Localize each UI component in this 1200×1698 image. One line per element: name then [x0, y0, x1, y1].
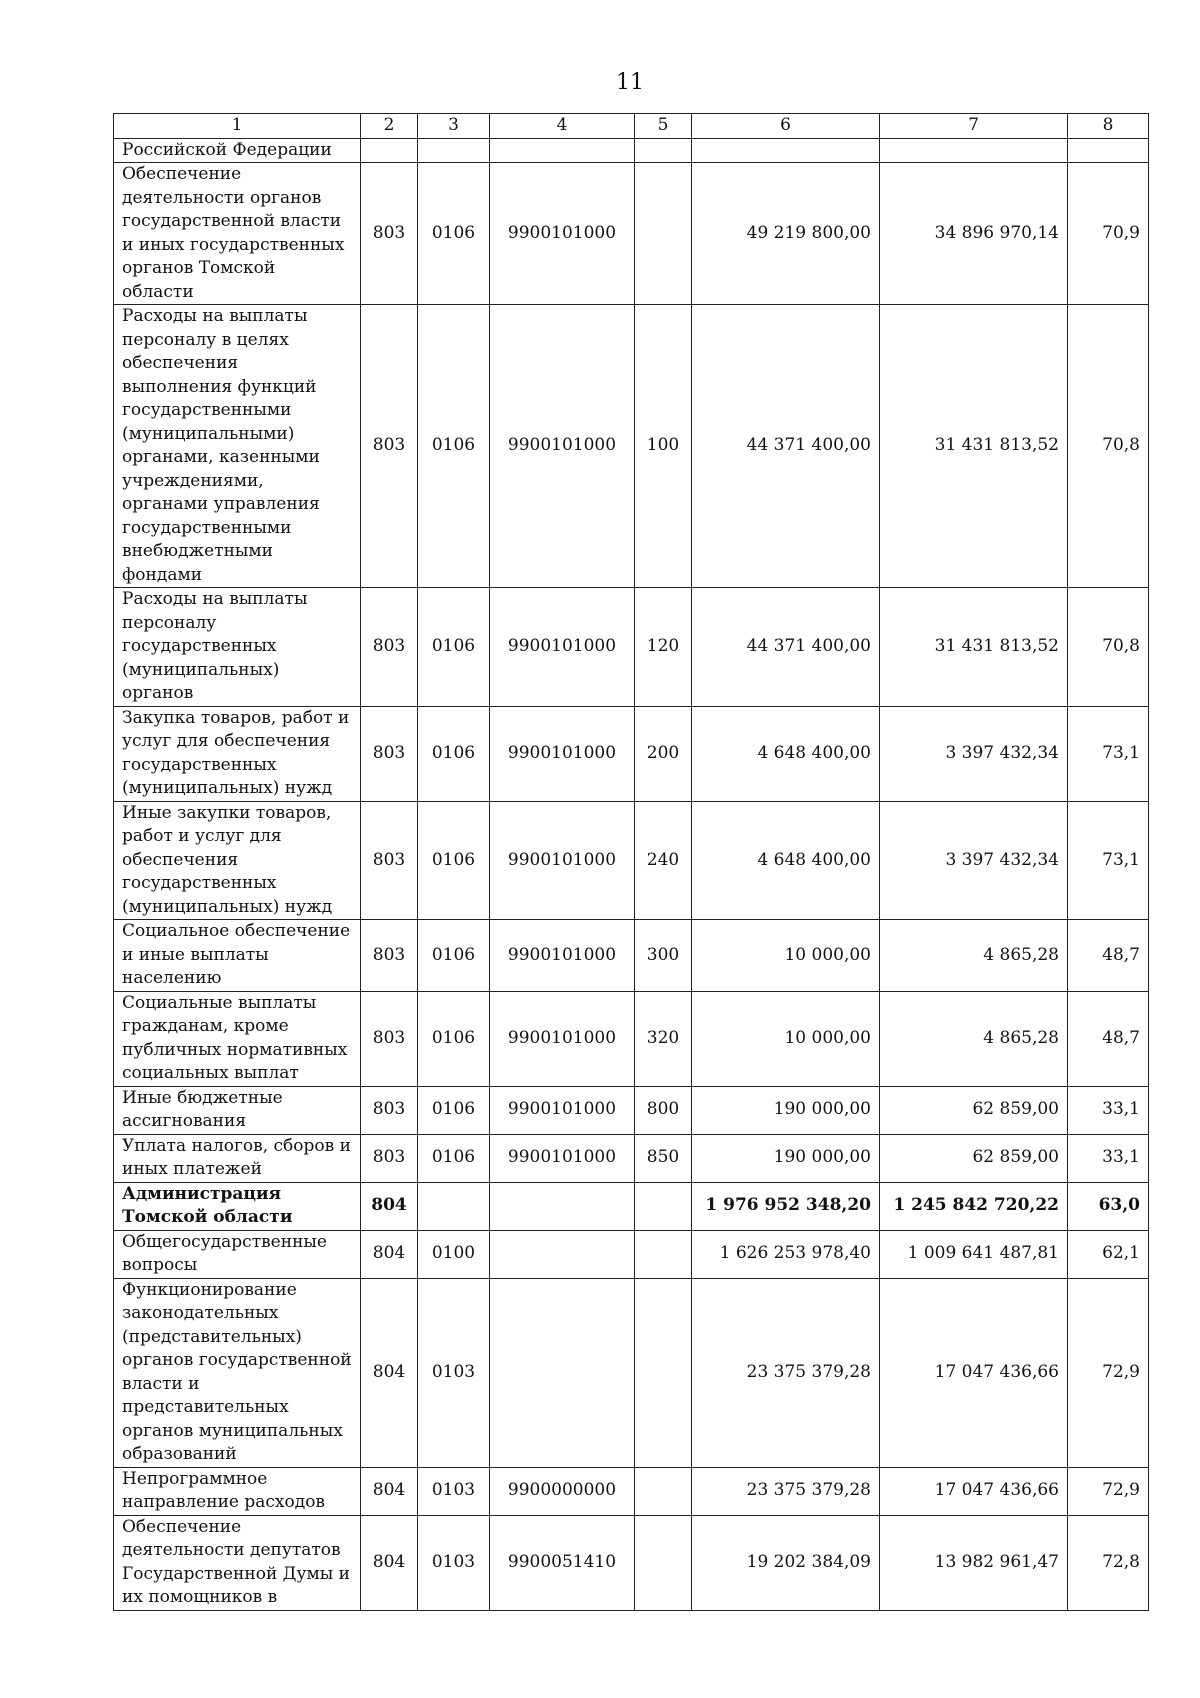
cell-expense-type: 320 [635, 991, 692, 1086]
cell-actual: 17 047 436,66 [880, 1278, 1068, 1467]
cell-plan: 10 000,00 [692, 920, 880, 992]
cell-admin-code: 803 [361, 1134, 418, 1182]
cell-percent [1068, 138, 1149, 163]
table-row [114, 1134, 1149, 1182]
cell-target-code: 9900101000 [490, 706, 635, 801]
table-row [114, 991, 1149, 1086]
column-header: 5 [635, 114, 692, 139]
cell-plan [692, 138, 880, 163]
cell-target-code: 9900101000 [490, 1134, 635, 1182]
column-header: 6 [692, 114, 880, 139]
cell-percent: 72,8 [1068, 1515, 1149, 1610]
cell-admin-code: 803 [361, 801, 418, 920]
cell-admin-code: 804 [361, 1278, 418, 1467]
row-name: Иные закупки товаров, работ и услуг для обеспечения государственных (муниципальных) нужд [114, 801, 361, 920]
cell-actual: 34 896 970,14 [880, 163, 1068, 305]
table-row [114, 588, 1149, 707]
cell-plan: 44 371 400,00 [692, 305, 880, 588]
cell-admin-code: 804 [361, 1230, 418, 1278]
cell-actual: 1 009 641 487,81 [880, 1230, 1068, 1278]
cell-section-code: 0106 [418, 801, 490, 920]
cell-section-code: 0103 [418, 1515, 490, 1610]
cell-section-code: 0103 [418, 1278, 490, 1467]
table-row [114, 1467, 1149, 1515]
cell-section-code [418, 1182, 490, 1230]
cell-section-code: 0106 [418, 588, 490, 707]
cell-percent: 48,7 [1068, 920, 1149, 992]
table-row [114, 1230, 1149, 1278]
cell-target-code: 9900101000 [490, 801, 635, 920]
column-header: 2 [361, 114, 418, 139]
cell-actual: 17 047 436,66 [880, 1467, 1068, 1515]
cell-admin-code: 803 [361, 991, 418, 1086]
cell-section-code: 0106 [418, 1086, 490, 1134]
row-name: Обеспечение деятельности органов государственной власти и иных государственных органов Томской области [114, 163, 361, 305]
cell-expense-type [635, 1515, 692, 1610]
row-name: Обеспечение деятельности депутатов Государственной Думы и их помощников в [114, 1515, 361, 1610]
cell-section-code [418, 138, 490, 163]
cell-percent: 73,1 [1068, 706, 1149, 801]
cell-actual: 1 245 842 720,22 [880, 1182, 1068, 1230]
table-row [114, 801, 1149, 920]
budget-table [113, 113, 1149, 1611]
cell-actual: 62 859,00 [880, 1134, 1068, 1182]
cell-percent: 72,9 [1068, 1278, 1149, 1467]
cell-plan: 4 648 400,00 [692, 801, 880, 920]
table-row [114, 138, 1149, 163]
cell-plan: 1 626 253 978,40 [692, 1230, 880, 1278]
cell-actual: 31 431 813,52 [880, 588, 1068, 707]
cell-admin-code: 804 [361, 1467, 418, 1515]
cell-section-code: 0106 [418, 991, 490, 1086]
cell-expense-type [635, 1278, 692, 1467]
cell-plan: 44 371 400,00 [692, 588, 880, 707]
cell-admin-code [361, 138, 418, 163]
row-name: Российской Федерации [114, 138, 361, 163]
cell-section-code: 0103 [418, 1467, 490, 1515]
cell-expense-type: 240 [635, 801, 692, 920]
cell-section-code: 0106 [418, 1134, 490, 1182]
cell-expense-type: 800 [635, 1086, 692, 1134]
cell-plan: 23 375 379,28 [692, 1278, 880, 1467]
cell-target-code: 9900101000 [490, 163, 635, 305]
row-name: Уплата налогов, сборов и иных платежей [114, 1134, 361, 1182]
cell-admin-code: 803 [361, 706, 418, 801]
cell-expense-type [635, 1230, 692, 1278]
column-header: 7 [880, 114, 1068, 139]
cell-admin-code: 803 [361, 1086, 418, 1134]
cell-target-code: 9900051410 [490, 1515, 635, 1610]
cell-percent: 70,8 [1068, 588, 1149, 707]
cell-plan: 190 000,00 [692, 1086, 880, 1134]
cell-percent: 33,1 [1068, 1134, 1149, 1182]
cell-plan: 23 375 379,28 [692, 1467, 880, 1515]
cell-admin-code: 803 [361, 920, 418, 992]
cell-actual: 13 982 961,47 [880, 1515, 1068, 1610]
cell-percent: 63,0 [1068, 1182, 1149, 1230]
cell-percent: 72,9 [1068, 1467, 1149, 1515]
row-name: Расходы на выплаты персоналу государственных (муниципальных) органов [114, 588, 361, 707]
cell-target-code: 9900101000 [490, 991, 635, 1086]
row-name: Расходы на выплаты персоналу в целях обеспечения выполнения функций государственными (муниципальными) органами, казенными учреждениями, органами управления государственными внебюджетными фондами [114, 305, 361, 588]
cell-percent: 33,1 [1068, 1086, 1149, 1134]
cell-section-code: 0106 [418, 305, 490, 588]
column-header: 8 [1068, 114, 1149, 139]
cell-target-code: 9900000000 [490, 1467, 635, 1515]
cell-expense-type: 850 [635, 1134, 692, 1182]
page-number: 11 [616, 70, 644, 95]
cell-expense-type [635, 1182, 692, 1230]
cell-target-code: 9900101000 [490, 588, 635, 707]
row-name: Социальные выплаты гражданам, кроме публичных нормативных социальных выплат [114, 991, 361, 1086]
cell-expense-type [635, 138, 692, 163]
row-name: Закупка товаров, работ и услуг для обеспечения государственных (муниципальных) нужд [114, 706, 361, 801]
cell-plan: 49 219 800,00 [692, 163, 880, 305]
header-row [114, 114, 1149, 139]
cell-plan: 190 000,00 [692, 1134, 880, 1182]
cell-expense-type [635, 163, 692, 305]
cell-target-code [490, 1230, 635, 1278]
cell-expense-type [635, 1467, 692, 1515]
cell-actual: 31 431 813,52 [880, 305, 1068, 588]
cell-target-code [490, 1278, 635, 1467]
row-name: Непрограммное направление расходов [114, 1467, 361, 1515]
row-name: Социальное обеспечение и иные выплаты населению [114, 920, 361, 992]
cell-expense-type: 100 [635, 305, 692, 588]
row-name: Функционирование законодательных (представительных) органов государственной власти и представительных органов муниципальных образований [114, 1278, 361, 1467]
cell-plan: 4 648 400,00 [692, 706, 880, 801]
table-row [114, 706, 1149, 801]
column-header: 4 [490, 114, 635, 139]
table-row [114, 305, 1149, 588]
cell-plan: 10 000,00 [692, 991, 880, 1086]
cell-expense-type: 300 [635, 920, 692, 992]
cell-plan: 1 976 952 348,20 [692, 1182, 880, 1230]
row-name: Общегосударственные вопросы [114, 1230, 361, 1278]
cell-actual: 4 865,28 [880, 920, 1068, 992]
table-row-total [114, 1182, 1149, 1230]
cell-expense-type: 200 [635, 706, 692, 801]
column-header: 3 [418, 114, 490, 139]
cell-percent: 48,7 [1068, 991, 1149, 1086]
cell-admin-code: 803 [361, 163, 418, 305]
table-row [114, 1515, 1149, 1610]
cell-percent: 73,1 [1068, 801, 1149, 920]
cell-section-code: 0106 [418, 706, 490, 801]
cell-section-code: 0106 [418, 920, 490, 992]
cell-admin-code: 803 [361, 588, 418, 707]
row-name: Иные бюджетные ассигнования [114, 1086, 361, 1134]
cell-actual: 62 859,00 [880, 1086, 1068, 1134]
cell-percent: 70,9 [1068, 163, 1149, 305]
column-header: 1 [114, 114, 361, 139]
row-name: Администрация Томской области [114, 1182, 361, 1230]
table-row [114, 163, 1149, 305]
cell-actual: 3 397 432,34 [880, 801, 1068, 920]
cell-admin-code: 804 [361, 1182, 418, 1230]
cell-percent: 70,8 [1068, 305, 1149, 588]
cell-section-code: 0100 [418, 1230, 490, 1278]
cell-target-code: 9900101000 [490, 920, 635, 992]
cell-target-code [490, 1182, 635, 1230]
cell-target-code: 9900101000 [490, 1086, 635, 1134]
cell-expense-type: 120 [635, 588, 692, 707]
cell-actual: 3 397 432,34 [880, 706, 1068, 801]
cell-admin-code: 804 [361, 1515, 418, 1610]
cell-section-code: 0106 [418, 163, 490, 305]
table-row [114, 920, 1149, 992]
cell-actual [880, 138, 1068, 163]
table-row [114, 1086, 1149, 1134]
cell-actual: 4 865,28 [880, 991, 1068, 1086]
cell-target-code: 9900101000 [490, 305, 635, 588]
cell-percent: 62,1 [1068, 1230, 1149, 1278]
cell-target-code [490, 138, 635, 163]
cell-plan: 19 202 384,09 [692, 1515, 880, 1610]
table-row [114, 1278, 1149, 1467]
cell-admin-code: 803 [361, 305, 418, 588]
